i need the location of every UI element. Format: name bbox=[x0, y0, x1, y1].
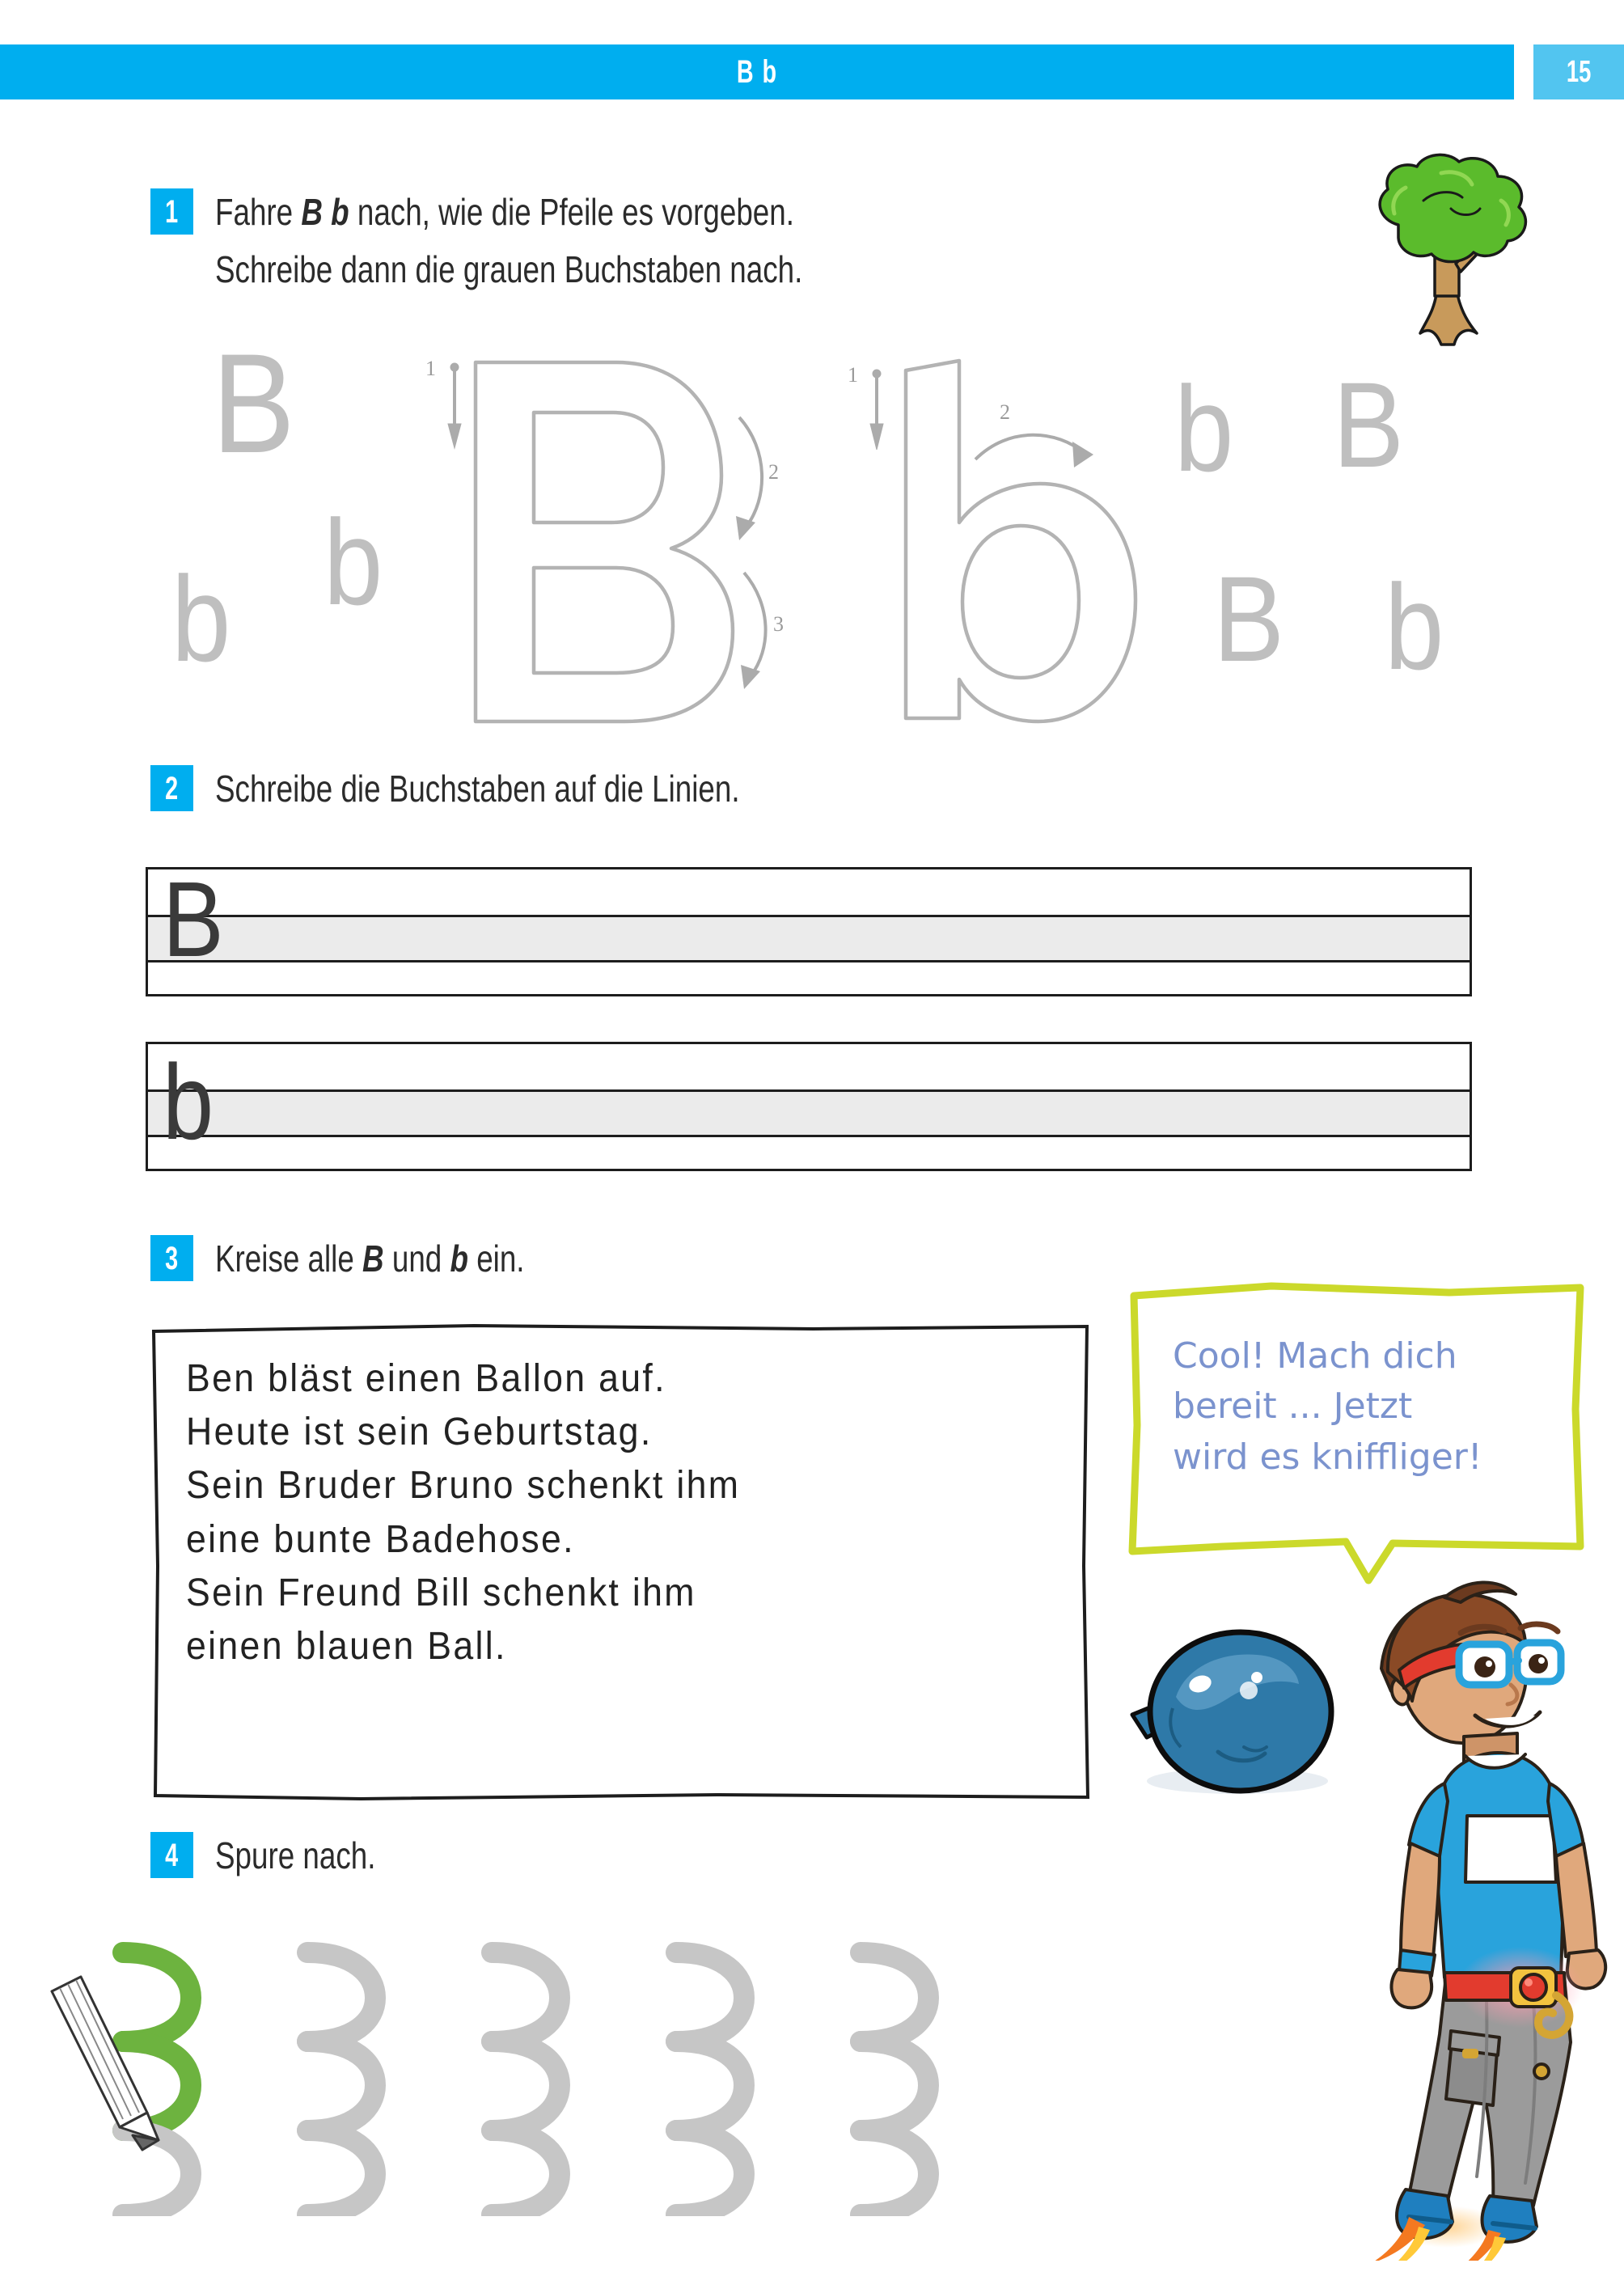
trace-outline-lowercase-b bbox=[841, 356, 1181, 728]
pencil-icon bbox=[52, 1977, 159, 2150]
superhero-character-illustration bbox=[1286, 1549, 1624, 2261]
tree-illustration bbox=[1346, 150, 1548, 354]
writing-line-row-lowercase[interactable] bbox=[146, 1042, 1472, 1171]
page-title: B b bbox=[736, 53, 778, 90]
story-line: einen blauen Ball. bbox=[186, 1625, 507, 1669]
task-3 bbox=[150, 1235, 602, 1283]
story-line: Sein Bruder Bruno schenkt ihm bbox=[186, 1464, 741, 1508]
pattern-shape-4 bbox=[676, 1952, 744, 2215]
task-3-number: 3 bbox=[150, 1235, 193, 1281]
stroke-arrow-1 bbox=[448, 363, 461, 448]
stroke-number-1: 1 bbox=[848, 363, 858, 387]
trace-outline-uppercase-B bbox=[412, 356, 801, 728]
task-4-number: 4 bbox=[150, 1832, 193, 1878]
stroke-number-2: 2 bbox=[1000, 400, 1010, 424]
pattern-arc-traced bbox=[123, 1952, 191, 2041]
stroke-number-3: 3 bbox=[773, 612, 784, 636]
instruction-letter: B bbox=[362, 1237, 384, 1280]
pattern-shape-5 bbox=[861, 1952, 928, 2215]
story-line: eine bunte Badehose. bbox=[186, 1517, 575, 1561]
task-1-number: 1 bbox=[150, 188, 193, 235]
pattern-tracing-row[interactable] bbox=[49, 1933, 1051, 2216]
stroke-arrow-3 bbox=[744, 573, 766, 676]
task-1-line-2 bbox=[215, 246, 802, 294]
story-line: Sein Freund Bill schenkt ihm bbox=[186, 1571, 696, 1614]
stroke-number-1: 1 bbox=[425, 357, 436, 380]
sample-letter-b-3: b bbox=[1174, 361, 1234, 497]
instruction-text: Kreise alle bbox=[215, 1237, 363, 1280]
instruction-letter: B b bbox=[301, 191, 349, 233]
stroke-arrow-2-head bbox=[1072, 442, 1093, 467]
task-2-number: 2 bbox=[150, 765, 193, 811]
story-line: Ben bläst einen Ballon auf. bbox=[186, 1357, 666, 1400]
writing-sample-letter-lowercase: b bbox=[163, 1043, 214, 1161]
task-1-line-1 bbox=[215, 188, 802, 236]
writing-zone-bottom bbox=[148, 962, 1470, 994]
speech-line: Cool! Mach dich bbox=[1173, 1335, 1457, 1377]
stroke-arrow-2 bbox=[975, 435, 1084, 459]
writing-zone-top bbox=[148, 1044, 1470, 1092]
instruction-text: Fahre bbox=[215, 191, 302, 233]
task-4 bbox=[150, 1832, 416, 1880]
speech-line: bereit ... Jetzt bbox=[1173, 1386, 1413, 1428]
pattern-shape-3 bbox=[492, 1952, 560, 2215]
stroke-number-2: 2 bbox=[768, 460, 779, 484]
page-number-label: 15 bbox=[1566, 54, 1592, 89]
story-line: Heute ist sein Geburtstag. bbox=[186, 1411, 653, 1454]
sample-letter-b-2: b bbox=[171, 551, 231, 687]
instruction-text: nach, wie die Pfeile es vorgeben. bbox=[349, 191, 794, 233]
story-text-box[interactable] bbox=[150, 1323, 1090, 1800]
sample-letter-b-4: b bbox=[1385, 559, 1444, 695]
task-2 bbox=[150, 765, 871, 813]
sample-letter-B-3: B bbox=[1213, 551, 1285, 687]
task-2-instruction bbox=[215, 765, 740, 813]
speech-line: wird es kniffliger! bbox=[1173, 1436, 1482, 1478]
instruction-letter: b bbox=[450, 1237, 468, 1280]
instruction-text: Schreibe die Buchstaben auf die Linien. bbox=[215, 768, 740, 810]
task-1-instruction bbox=[215, 188, 949, 294]
story-text bbox=[186, 1352, 1006, 1673]
writing-zone-top bbox=[148, 869, 1470, 917]
sample-letter-b-1: b bbox=[324, 494, 383, 630]
instruction-text: Schreibe dann die grauen Buchstaben nach. bbox=[215, 247, 803, 290]
writing-zone-middle bbox=[148, 1092, 1470, 1138]
stroke-arrow-2 bbox=[739, 417, 762, 527]
instruction-text: Spure nach. bbox=[215, 1834, 376, 1876]
instruction-text: ein. bbox=[467, 1237, 525, 1280]
task-3-instruction bbox=[215, 1235, 525, 1283]
writing-sample-letter-uppercase: B bbox=[163, 860, 224, 979]
speech-bubble-text bbox=[1173, 1331, 1553, 1483]
stroke-arrow-1 bbox=[870, 370, 883, 450]
pattern-shape-2 bbox=[307, 1952, 375, 2215]
speech-bubble bbox=[1126, 1280, 1588, 1587]
page-header-bar bbox=[0, 44, 1514, 99]
page-number-badge bbox=[1533, 44, 1624, 99]
sample-letter-B-2: B bbox=[1333, 357, 1405, 493]
writing-zone-bottom bbox=[148, 1137, 1470, 1169]
instruction-text: und bbox=[383, 1237, 450, 1280]
task-4-instruction bbox=[215, 1832, 375, 1880]
writing-zone-middle bbox=[148, 917, 1470, 963]
task-1 bbox=[150, 188, 949, 294]
sample-letter-B-1: B bbox=[212, 325, 295, 483]
writing-line-row-uppercase[interactable] bbox=[146, 860, 1472, 996]
